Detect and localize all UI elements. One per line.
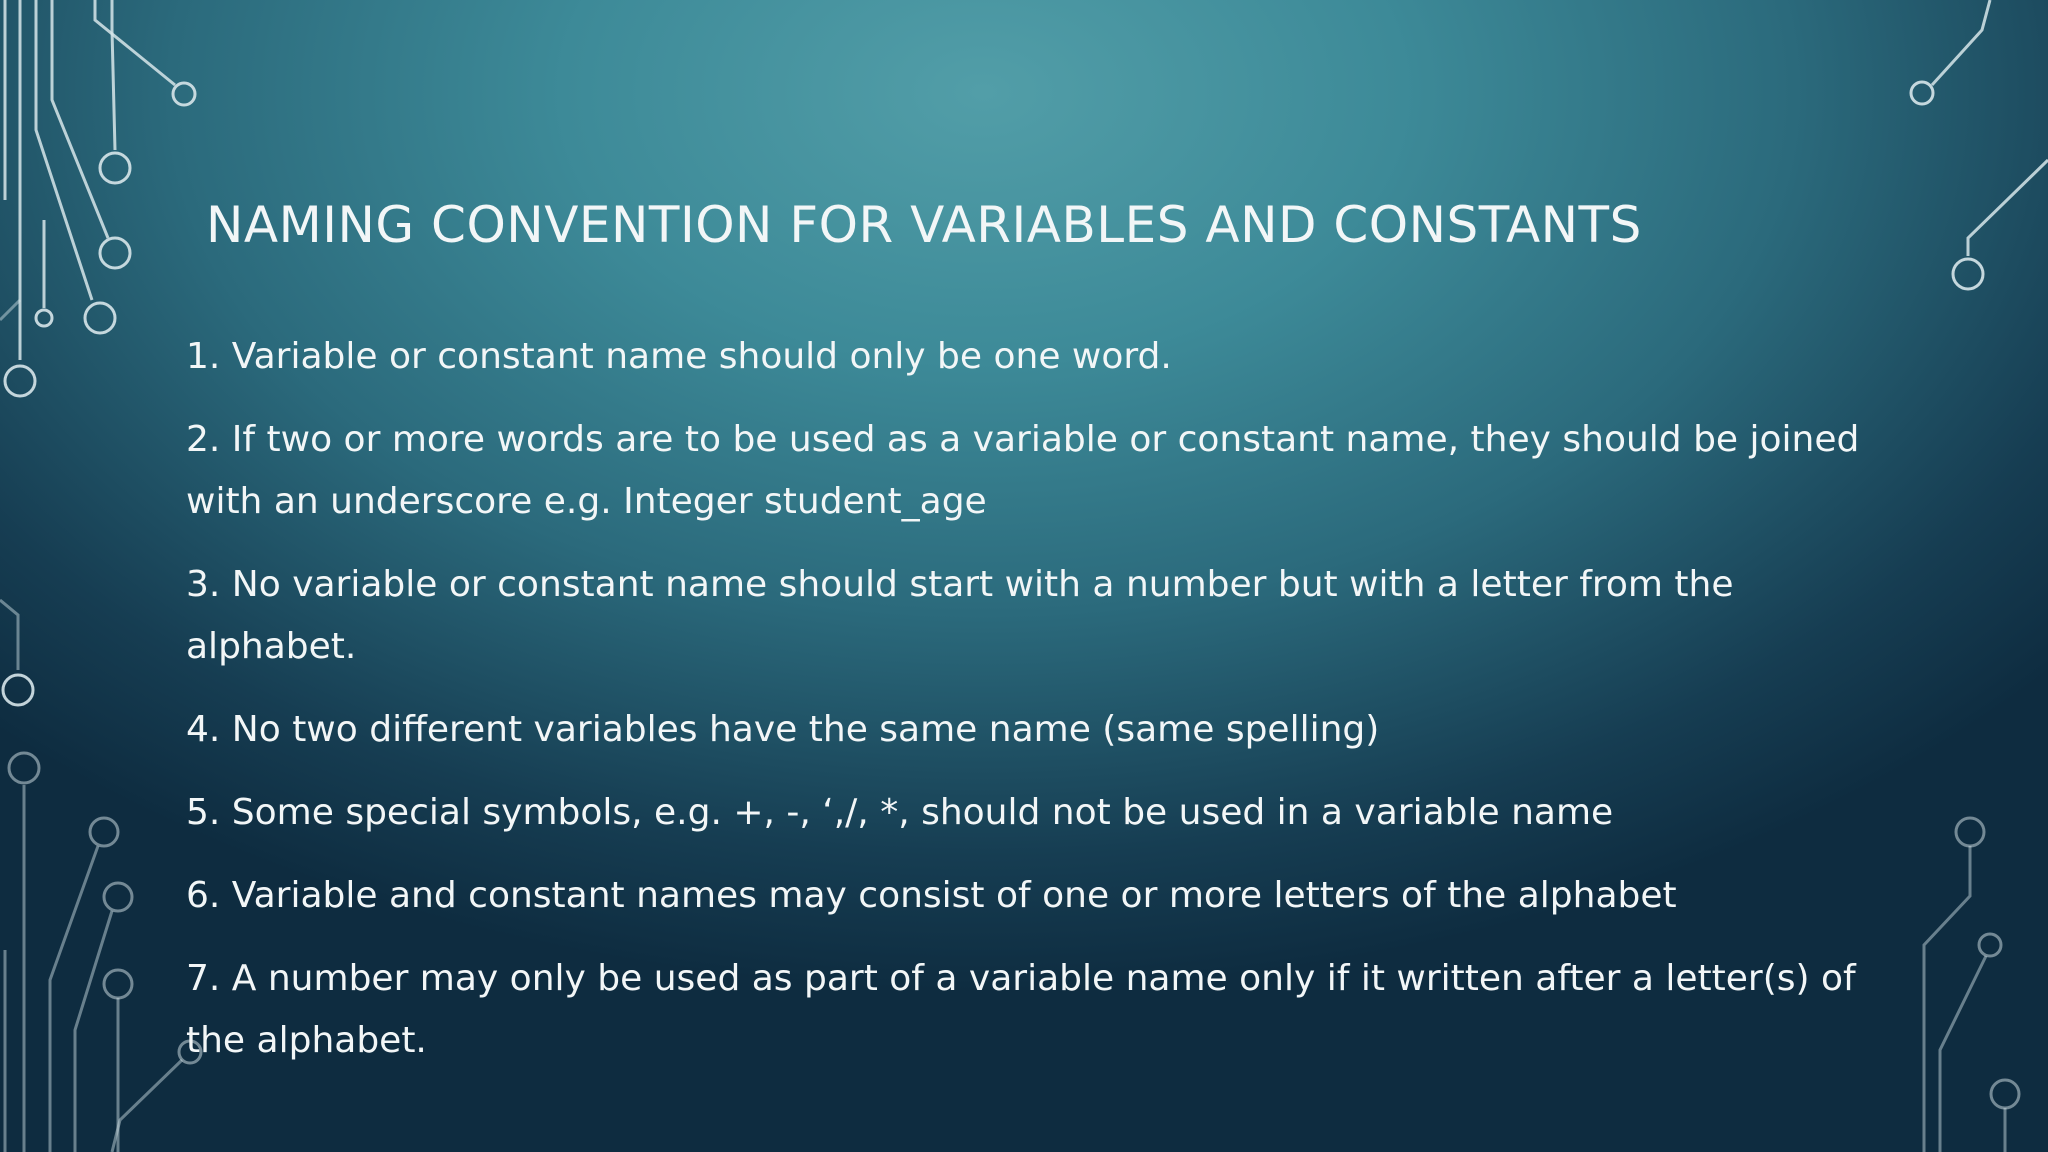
slide-title: NAMING CONVENTION FOR VARIABLES AND CONSTANTS [206,196,1642,254]
rule-item-6: 6. Variable and constant names may consist of one or more letters of the alphabet [186,875,1677,916]
circuit-bottom-right [1924,818,2019,1152]
rule-item-3: 3. No variable or constant name should start with a number but with a letter from the alphabet. [186,564,1734,667]
rule-item-2: 2. If two or more words are to be used as a variable or constant name, they should be joined with an underscore e.g. Integer student_age [186,419,1860,522]
rule-item-7: 7. A number may only be used as part of a variable name only if it written after a letter(s) of the alphabet. [186,958,1856,1061]
circuit-bottom-left [5,818,201,1152]
rule-item-4: 4. No two different variables have the same name (same spelling) [186,709,1380,750]
rule-item-5: 5. Some special symbols, e.g. +, -, ‘,/, *, should not be used in a variable name [186,792,1614,833]
rules-list [186,326,1906,1093]
circuit-top-left [0,0,195,396]
rule-item-1: 1. Variable or constant name should only be one word. [186,336,1172,377]
circuit-top-right [1911,0,2048,289]
